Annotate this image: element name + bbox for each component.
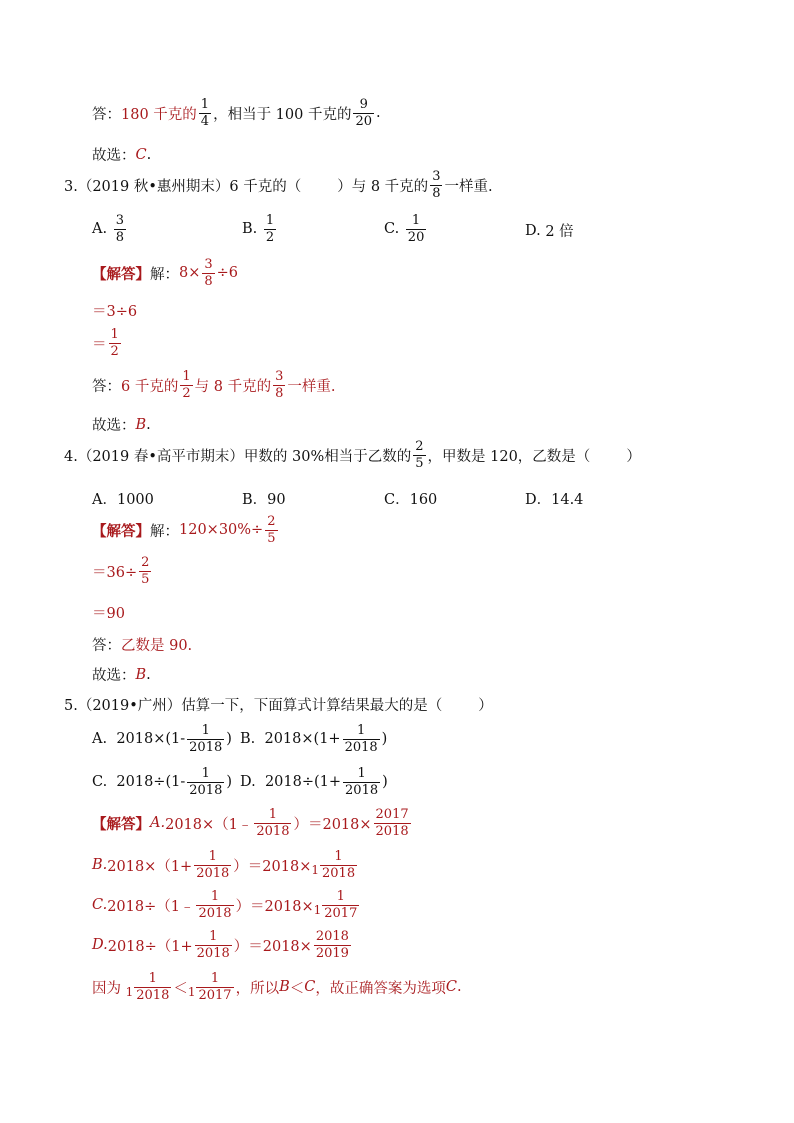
solution-tag: 【解答】 [92,815,150,833]
q3-answer-line: 答： 6 千克的 $\frac{1}{2}$ 与 8 千克的 $\frac{3}{8}$ 一样重. [92,369,336,401]
q5-option-b: B. 2018×(1+ $\frac{1}{2018}$ ) [240,723,388,755]
q3-solution: 【解答】 解： 8× $\frac{3}{8}$ ÷6 [92,257,239,289]
q4-option-a: A．1000 [92,492,154,508]
fraction: $\frac{9}{20}$ [355,97,373,129]
q4-answer-line: 答： 乙数是 90. [92,638,193,654]
q5-conclusion: 因为 1 $\frac{1}{2018}$ ＜ 1 $\frac{1}{2017}$ ，所以 B ＜ C ，故正确答案为选项 C . [92,971,462,1003]
choose-prefix: 故选： [92,148,136,164]
q4-choose-line: 故选： B . [92,666,151,684]
q3-option-d: D. 2 倍 [525,222,574,240]
q5-solution-d: D. 2018÷（1+ $\frac{1}{2018}$ ）＝2018× $\frac{2018}{2019}$ [92,929,349,961]
q4-step2: ＝90 [92,606,125,622]
solution-tag: 【解答】 [92,522,150,540]
solution-tag: 【解答】 [92,265,150,283]
q4-step1: ＝36÷ $\frac{2}{5}$ [92,555,150,587]
q4-solution: 【解答】 解： 120×30%÷ $\frac{2}{5}$ [92,514,276,546]
q5-option-a: A. 2018×(1- $\frac{1}{2018}$ ) [92,723,232,755]
q4-option-c: C．160 [384,492,438,508]
q4-stem: 4.（2019 春•高平市期末）甲数的 30%相当于乙数的 $\frac{2}{5}$ ，甲数是 120，乙数是（ ） [64,439,641,471]
q3-step2: ＝ $\frac{1}{2}$ [92,327,119,359]
q3-option-b: B. $\frac{1}{2}$ [242,213,275,245]
q5-solution-c: C. 2018÷（1﹣ $\frac{1}{2018}$ ）＝2018× 1 $\frac{1}{2017}$ [92,889,358,921]
q5-solution-b: B. 2018×（1+ $\frac{1}{2018}$ ）＝2018× 1 $\frac{1}{2018}$ [92,849,356,881]
q5-stem: 5.（2019•广州）估算一下，下面算式计算结果最大的是（ ） [64,698,493,714]
q3-option-a: A. $\frac{3}{8}$ [92,213,124,245]
q3-choose-line: 故选： B . [92,416,151,434]
q3-option-c: C. $\frac{1}{20}$ [384,213,425,245]
answer-text: 180 千克的 [121,106,197,123]
q2-choose-line: 故选： C . [92,144,151,165]
q2-answer-line: 答： 180 千克的 $\frac{1}{4}$ ，相当于 100 千克的 $\frac{9}{20}$ . [92,97,381,129]
q5-solution-a: 【解答】 A. 2018×（1﹣ $\frac{1}{2018}$ ）＝2018× $\frac{2017}{2018}$ [92,807,409,839]
answer-text: ，相当于 100 千克的 [213,106,352,123]
choose-answer: C [135,146,147,163]
q5-option-c: C. 2018÷(1- $\frac{1}{2018}$ ) [92,766,233,798]
fraction: $\frac{1}{4}$ [200,97,210,129]
q4-option-b: B．90 [242,492,286,508]
q4-option-d: D．14.4 [525,492,584,508]
q3-stem: 3.（2019 秋•惠州期末）6 千克的（ ）与 8 千克的 $\frac{3}{8}$ 一样重. [64,169,493,201]
q3-step1: ＝3÷6 [92,304,138,320]
q5-option-d: D. 2018÷(1+ $\frac{1}{2018}$ ) [240,766,388,798]
answer-prefix: 答： [92,106,121,123]
fraction: $\frac{3}{8}$ [432,169,441,201]
